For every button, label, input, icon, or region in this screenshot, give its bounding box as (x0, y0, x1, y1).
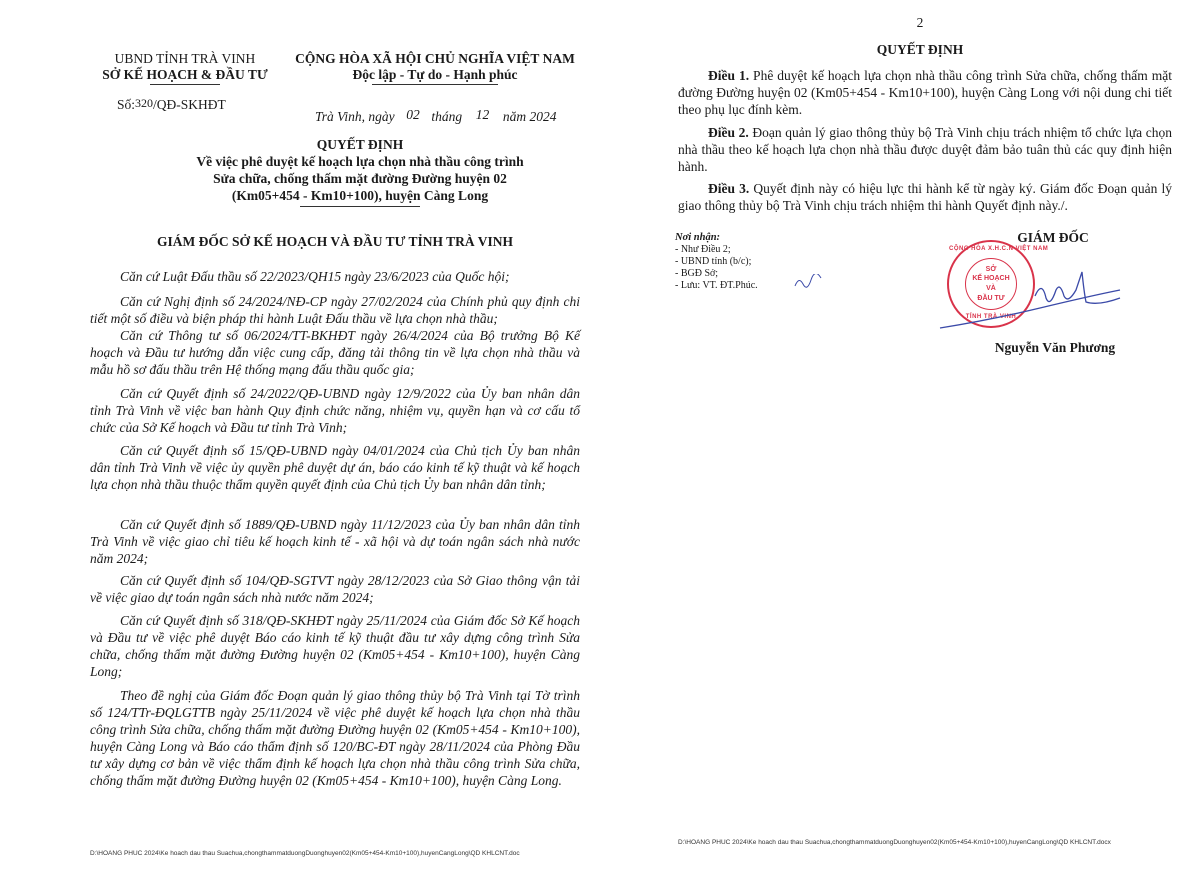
department-name: SỞ KẾ HOẠCH & ĐẦU TƯ (102, 67, 268, 82)
recipients-block (675, 232, 758, 292)
date-line (315, 108, 557, 125)
file-path-footer: D:\HOANG PHUC 2024\Ke hoach dau thau Suachua,chongthammatduongDuonghuyen02(Km05+454-Km10+100),huyenCangLong\QD KHLCNT.doc (90, 850, 520, 857)
subject-line-3: (Km05+454 - Km10+100), huyện Càng Long (231, 188, 489, 203)
article-3-label: Điều 3. (708, 181, 750, 196)
signer-name: Nguyễn Văn Phương (994, 340, 1116, 355)
ground-9: Theo đề nghị của Giám đốc Đoạn quản lý giao thông thủy bộ Trà Vinh tại Tờ trình số 124/TTr-ĐQLGTTB ngày 25/11/2024 về việc phê duyệt kế hoạch lựa chọn nhà thầu công trình Sửa chữa, chống thấm mặt đường Đường huyện 02 (Km05+454 - Km10+100), huyện Càng Long và Báo cáo thẩm định số 120/BC-ĐT ngày 28/11/2024 của Phòng Đầu tư xây dựng cơ bản về việc thẩm định kế hoạch lựa chọn nhà thầu công trình Sửa chữa, chống thấm mặt đường Đường huyện 02 (Km05+454 - Km10+100), huyện Càng Long. (90, 688, 580, 788)
article-2 (678, 124, 1172, 175)
doc-number-prefix: Số: (117, 97, 136, 112)
article-1-label: Điều 1. (708, 68, 750, 83)
article-3 (678, 180, 1172, 214)
subject-line-2: Sửa chữa, chống thấm mặt đường Đường huyện 02 (213, 171, 507, 186)
ground-5: Căn cứ Quyết định số 15/QĐ-UBND ngày 04/01/2024 của Chủ tịch Ủy ban nhân dân tỉnh Trà Vinh về việc ủy quyền phê duyệt dự án, báo cáo kinh tế kỹ thuật và kế hoạch lựa chọn nhà thầu thuộc thẩm quyền quyết định của Chủ tịch Ủy ban nhân dân tỉnh; (90, 443, 580, 492)
article-2-label: Điều 2. (708, 125, 749, 140)
right-page (600, 0, 1200, 882)
seal-bottom-text: TỈNH TRÀ VINH (965, 314, 1017, 320)
recipient-item: - UBND tỉnh (b/c); (675, 256, 752, 267)
seal-line-2: KẾ HOẠCH (972, 275, 1010, 282)
recipients-title: Nơi nhận: (675, 232, 721, 243)
signer-title: GIÁM ĐỐC (1017, 230, 1089, 245)
date-month-label: tháng (431, 109, 463, 124)
seal-line-1: SỞ (985, 266, 997, 273)
recipient-item: - Lưu: VT. ĐT.Phúc. (675, 280, 758, 291)
seal-line-3: VÀ (986, 285, 996, 292)
ground-7: Căn cứ Quyết định số 104/QĐ-SGTVT ngày 28/12/2023 của Sở Giao thông vận tải về việc giao dự toán ngân sách nhà nước năm 2024; (90, 573, 580, 605)
recipient-item: - BGĐ Sở; (675, 268, 719, 279)
seal-line-4: ĐẦU TƯ (977, 295, 1005, 302)
ground-6: Căn cứ Quyết định số 1889/QĐ-UBND ngày 11/12/2023 của Ủy ban nhân dân tỉnh Trà Vinh về việc giao chỉ tiêu kế hoạch kinh tế - xã hội và dự toán ngân sách nhà nước năm 2024; (90, 517, 580, 566)
ground-1: Căn cứ Luật Đấu thầu số 22/2023/QH15 ngày 23/6/2023 của Quốc hội; (120, 269, 510, 284)
header-divider-right (372, 84, 498, 85)
article-1 (678, 67, 1172, 118)
date-year: năm 2024 (502, 109, 557, 124)
document-number (117, 96, 226, 114)
decision-heading: QUYẾT ĐỊNH (876, 42, 964, 57)
ground-4: Căn cứ Quyết định số 24/2022/QĐ-UBND ngày 12/9/2022 của Ủy ban nhân dân tỉnh Trà Vinh về việc ban hành Quy định chức năng, nhiệm vụ, quyền hạn và cơ cấu tổ chức của Sở Kế hoạch và Đầu tư tỉnh Trà Vinh; (90, 386, 580, 435)
article-1-text: Phê duyệt kế hoạch lựa chọn nhà thầu công trình Sửa chữa, chống thấm mặt đường Đường huyện 02 (Km05+454 - Km10+100), huyện Càng Long với nội dung chi tiết theo phụ lục đính kèm. (678, 68, 1173, 117)
subject-line-1: Về việc phê duyệt kế hoạch lựa chọn nhà thầu công trình (196, 154, 524, 169)
ground-3: Căn cứ Thông tư số 06/2024/TT-BKHĐT ngày 26/4/2024 của Bộ trưởng Bộ Kế hoạch và Đầu tư hướng dẫn việc cung cấp, đăng tải thông tin về lựa chọn nhà thầu và mẫu hồ sơ đấu thầu trên Hệ thống mạng đấu thầu quốc gia; (90, 328, 580, 377)
doc-number-suffix: /QĐ-SKHĐT (153, 97, 226, 112)
issuing-authority: GIÁM ĐỐC SỞ KẾ HOẠCH VÀ ĐẦU TƯ TỈNH TRÀ VINH (156, 234, 514, 249)
subject-divider (300, 206, 420, 207)
country-name: CỘNG HÒA XÃ HỘI CHỦ NGHĨA VIỆT NAM (295, 51, 575, 66)
article-3-text: Quyết định này có hiệu lực thi hành kể từ ngày ký. Giám đốc Đoạn quản lý giao thông thủy bộ Trà Vinh chịu trách nhiệm thi hành Quyết định này./. (678, 181, 1172, 213)
doc-number-value: 320 (135, 96, 154, 110)
seal-outer-text: CỘNG HÒA X.H.C.N VIỆT NAM (949, 246, 1049, 252)
date-place: Trà Vinh, ngày (315, 109, 395, 124)
article-2-text: Đoạn quản lý giao thông thủy bộ Trà Vinh chịu trách nhiệm tổ chức lựa chọn nhà thầu theo kế hoạch lựa chọn nhà thầu được duyệt đảm bảo tuân thủ các quy định hiện hành. (678, 125, 1172, 174)
page-number: 2 (916, 15, 924, 30)
handwritten-signature (930, 268, 1130, 338)
recipient-item: - Như Điều 2; (675, 244, 731, 255)
ground-2: Căn cứ Nghị định số 24/2024/NĐ-CP ngày 27/02/2024 của Chính phủ quy định chi tiết một số điều và biện pháp thi hành Luật Đấu thầu về lựa chọn nhà thầu; (90, 294, 580, 326)
date-month: 12 (475, 107, 490, 122)
header-divider-left (150, 84, 220, 85)
file-path-footer: D:\HOANG PHUC 2024\Ke hoach dau thau Suachua,chongthammatduongDuonghuyen02(Km05+454-Km10+100),huyenCangLong\QD KHLCNT.docx (678, 839, 1111, 846)
agency-name: UBND TỈNH TRÀ VINH (114, 51, 256, 66)
initials-mark (793, 274, 823, 290)
national-motto: Độc lập - Tự do - Hạnh phúc (352, 67, 518, 82)
decision-title: QUYẾT ĐỊNH (316, 137, 404, 152)
ground-8: Căn cứ Quyết định số 318/QĐ-SKHĐT ngày 25/11/2024 của Giám đốc Sở Kế hoạch và Đầu tư về việc phê duyệt Báo cáo kinh tế kỹ thuật đầu tư xây dựng công trình Sửa chữa, chống thấm mặt đường Đường huyện 02 (Km05+454 - Km10+100), huyện Càng Long; (90, 613, 580, 679)
date-day: 02 (406, 107, 420, 122)
